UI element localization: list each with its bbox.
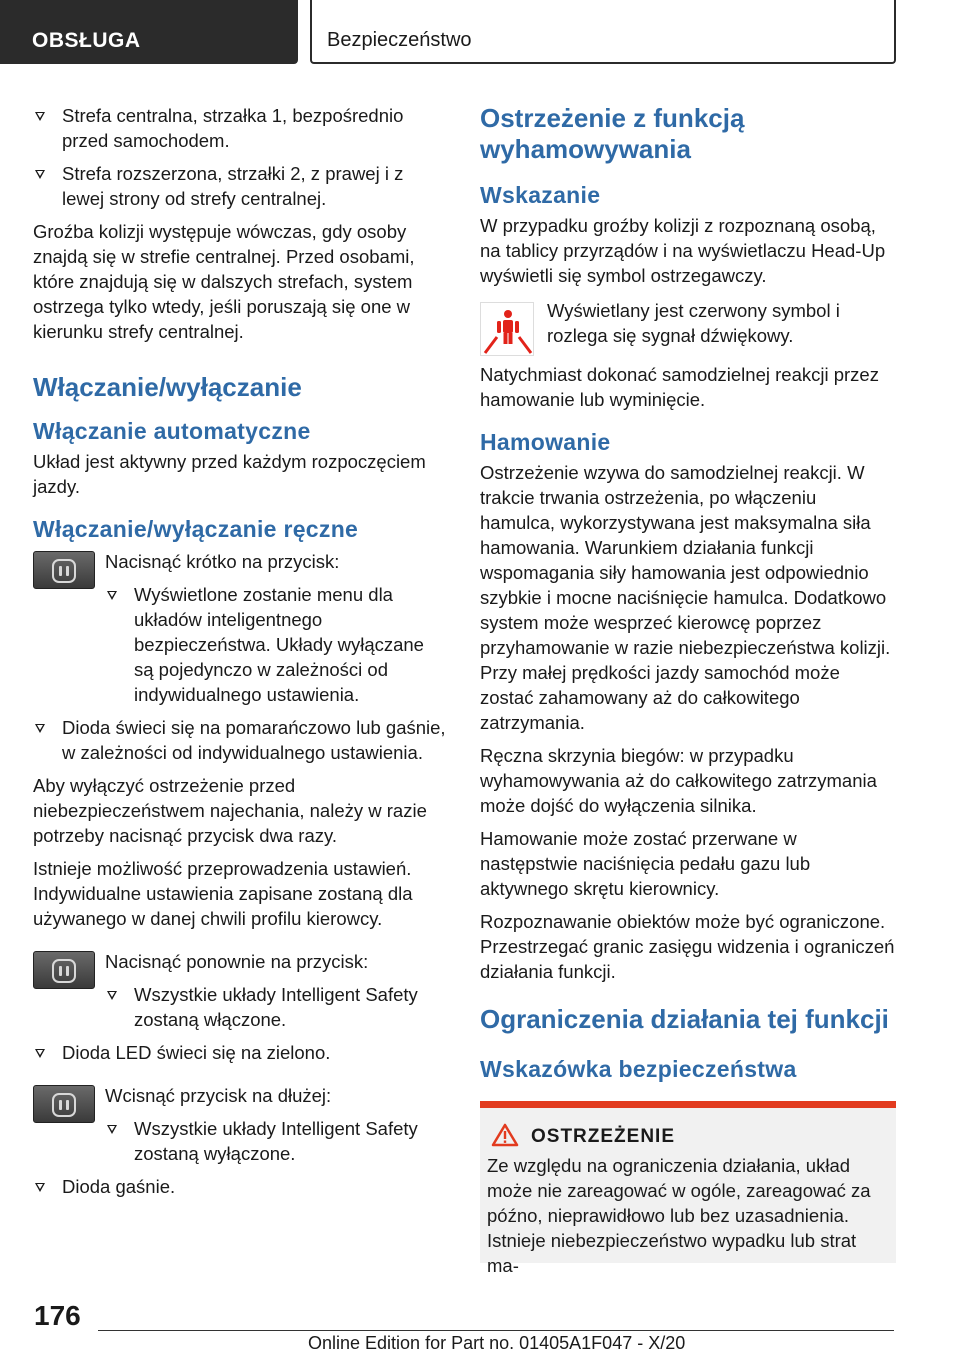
safety-button-icon [33,1085,95,1123]
right-column [480,103,896,1276]
paragraph: Ręczna skrzynia biegów: w przypadku wyhamowywania aż do całkowitego zatrzymania może dojść do wyłączenia silnika. [480,745,877,816]
heading-safety-note: Wskazówka bezpieczeństwa [480,1056,797,1082]
list-item [105,1116,448,1166]
warning-triangle-icon [492,1123,518,1153]
bullet-text: Dioda świeci się na pomarańczowo lub gaśnie, w zależności od indywidualnego ustawienia. [62,717,446,763]
paragraph: Natychmiast dokonać samodzielnej reakcji przez hamowanie lub wyminięcie. [480,364,879,410]
section-tab [0,0,298,64]
bullet-triangle-icon [107,991,117,1000]
bullet-triangle-icon [35,1049,45,1058]
bullet-text: Wszystkie układy Intelligent Safety zostaną wyłączone. [134,1118,418,1164]
bullet-triangle-icon [107,1125,117,1134]
bullet-text: Dioda LED świeci się na zielono. [62,1042,331,1063]
page-header [0,0,960,66]
bullet-text: Wyświetlone zostanie menu dla układów inteligentnego bezpieczeństwa. Układy wyłączane są pojedynczo w zależności od indywidualnego ustawienia. [134,584,424,705]
bullet-text: Dioda gaśnie. [62,1176,176,1197]
heading-braking-warning: Ostrzeżenie z funkcją wyhamowywania [480,103,745,164]
footer-divider [98,1330,894,1331]
symbol-instruction [480,298,896,348]
paragraph: Ostrzeżenie wzywa do samodzielnej reakcji. W trakcie trwania ostrzeżenia, po włączeniu hamulca, wykorzystywana jest maksymalna siła hamowania. Warunkiem działania funkcji wspomagania siły hamowania jest odpowiednio szybkie i mocne naciśnięcie hamulca. Dodatkowo system może wesprzeć kierowcę poprzez przyhamowanie w razie niebezpieczeństwa kolizji. Przy małej prędkości jazdy samochód może zostać zahamowany aż do całkowitego zatrzymania. [480,462,891,733]
heading-auto: Włączanie automatyczne [33,418,311,444]
list-item [105,982,448,1032]
paragraph: Groźba kolizji występuje wówczas, gdy osoby znajdą się w strefie centralnej. Przed osobami, które znajdują się w dalszych strefach, system ostrzega tylko wtedy, jeśli poruszają się one w kierunku strefy centralnej. [33,221,415,342]
heading-on-off: Włączanie/wyłączanie [33,372,302,402]
list-item [33,1040,448,1065]
pedestrian-warning-icon [480,302,534,356]
instruction-text: Wcisnąć przycisk na dłużej: [105,1085,332,1106]
bullet-triangle-icon [107,591,117,600]
button-instruction [33,1083,448,1166]
bullet-triangle-icon [35,1183,45,1192]
bullet-text: Strefa centralna, strzałka 1, bezpośrednio przed samochodem. [62,105,404,151]
bullet-triangle-icon [35,170,45,179]
warning-title [492,1126,889,1148]
instruction-text: Nacisnąć ponownie na przycisk: [105,951,369,972]
list-item [33,1174,448,1199]
chapter-label: Bezpieczeństwo [327,29,472,51]
edition-text: Online Edition for Part no. 01405A1F047 - X/20 [308,1333,686,1353]
instruction-text: Nacisnąć krótko na przycisk: [105,551,340,572]
warning-text: Ze względu na ograniczenia działania, układ może nie zareagować w ogóle, zareagować za późno, nieprawidłowo lub bez uzasadnienia. Istnieje niebezpieczeństwo wypadku lub strat ma- [487,1155,871,1276]
warning-title-text: OSTRZEŻENIE [531,1126,676,1147]
paragraph: W przypadku groźby kolizji z rozpoznaną osobą, na tablicy przyrządów i na wyświetlaczu Head-Up wyświetli się symbol ostrzegawczy. [480,215,886,286]
heading-manual: Włączanie/wyłączanie ręczne [33,516,359,542]
paragraph: Istnieje możliwość przeprowadzenia ustawień. Indywidualne ustawienia zapisane zostaną dla używanego w danej chwili profilu kierowcy. [33,858,413,929]
paragraph: Hamowanie może zostać przerwane w następstwie naciśnięcia pedału gazu lub aktywnego skrętu kierownicy. [480,828,811,899]
warning-box [480,1101,896,1276]
paragraph: Rozpoznawanie obiektów może być ograniczone. Przestrzegać granic zasięgu widzenia i ograniczeń działania funkcji. [480,911,895,982]
bullet-text: Wszystkie układy Intelligent Safety zostaną włączone. [134,984,418,1030]
left-column [33,103,448,1207]
list-item [33,161,448,211]
list-item [105,582,448,707]
section-label: OBSŁUGA [32,29,141,52]
heading-indication: Wskazanie [480,182,601,208]
list-item [33,103,448,153]
paragraph: Układ jest aktywny przed każdym rozpoczęciem jazdy. [33,451,426,497]
button-instruction [33,949,448,1032]
heading-limits: Ograniczenia działania tej funkcji [480,1004,889,1034]
chapter-tab [310,0,896,64]
paragraph: Aby wyłączyć ostrzeżenie przed niebezpieczeństwem najechania, należy w razie potrzeby nacisnąć przycisk dwa razy. [33,775,427,846]
bullet-triangle-icon [35,724,45,733]
bullet-text: Strefa rozszerzona, strzałki 2, z prawej i z lewej strony od strefy centralnej. [62,163,404,209]
safety-button-icon [33,551,95,589]
heading-braking: Hamowanie [480,429,611,455]
page-number: 176 [34,1300,81,1331]
list-item [33,715,448,765]
button-instruction [33,549,448,707]
bullet-triangle-icon [35,112,45,121]
safety-button-icon [33,951,95,989]
symbol-text: Wyświetlany jest czerwony symbol i rozlega się sygnał dźwiękowy. [547,300,840,346]
